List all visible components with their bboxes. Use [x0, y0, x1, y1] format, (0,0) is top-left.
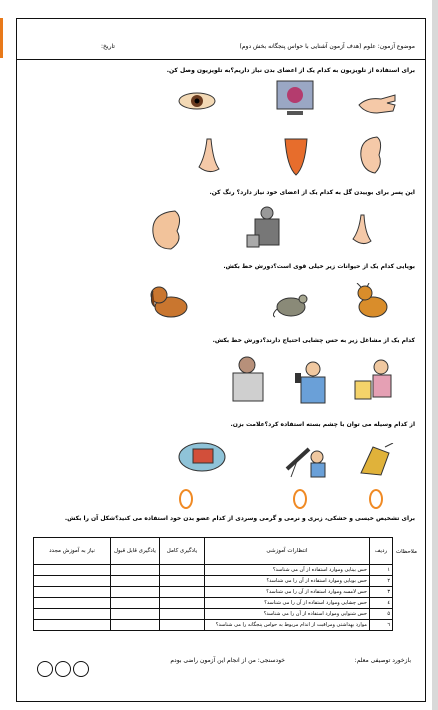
- col-header-acceptable: یادگیری قابل قبول: [111, 538, 160, 565]
- table-row: [34, 598, 393, 609]
- question-5: از کدام وسیله می توان با چشم بسته استفاده کرد؟علامت بزن.: [230, 421, 415, 428]
- answer-circle-telescope[interactable]: [293, 489, 307, 509]
- bell-icon: [355, 443, 395, 477]
- orange-margin-mark: [0, 18, 3, 58]
- happy-face-icon[interactable]: [73, 661, 89, 677]
- question-6: برای تشخیص خیسی و خشکی، زبری و نرمی و گرمی وسردی از کدام عضو بدن خود استفاده می کنید؟شکل آن را بکش.: [64, 515, 415, 522]
- ear-large-icon: [147, 209, 187, 251]
- radio-icon: [177, 439, 227, 475]
- row-number: ۱: [370, 565, 393, 576]
- scrollbar-gutter: [432, 0, 438, 710]
- row-expectation: حس چشایی وموارد استفاده از آن را می شناسد؟: [205, 598, 370, 609]
- col-header-complete: یادگیری کامل: [160, 538, 205, 565]
- cell-complete[interactable]: [160, 565, 205, 576]
- man-phone-icon: [293, 359, 329, 405]
- telescope-icon: [281, 441, 327, 479]
- row-expectation: حس بینایی وموارد استفاده از آن می شناسد؟: [205, 565, 370, 576]
- col-header-row-number: ردیف: [370, 538, 393, 565]
- mouse-icon: [273, 289, 311, 319]
- cell-acceptable[interactable]: [111, 587, 160, 598]
- tv-icon: [275, 79, 315, 119]
- nose-small-icon: [351, 213, 373, 249]
- sad-face-icon[interactable]: [37, 661, 53, 677]
- cook-icon: [353, 355, 397, 403]
- row-expectation: حس لامسه وموارد استفاده از آن را می شناسد؟: [205, 587, 370, 598]
- dog-icon: [149, 283, 189, 323]
- question-4: کدام یک از مشاغل زیر به حس چشایی احتیاج دارند؟دورش خط بکش.: [212, 337, 415, 344]
- row-expectation: حس شنوایی وموارد استفاده از آن را می شناسد؟: [205, 609, 370, 620]
- row-number: ٤: [370, 598, 393, 609]
- table-header-row: [34, 538, 393, 565]
- question-1: برای استفاده از تلویزیون به کدام یک از اعضای بدن نیاز داریم؟به تلویزیون وصل کن.: [166, 67, 415, 74]
- table-row: [34, 576, 393, 587]
- cell-acceptable[interactable]: [111, 576, 160, 587]
- cell-acceptable[interactable]: [111, 565, 160, 576]
- question-3: بویایی کدام یک از حیوانات زیر خیلی قوی است؟دورش خط بکش.: [223, 263, 415, 270]
- cell-acceptable[interactable]: [111, 598, 160, 609]
- row-expectation: موارد بهداشتی ومراقبت از اندام مربوط به حواس پنجگانه را می شناسد؟: [205, 620, 370, 631]
- cell-acceptable[interactable]: [111, 620, 160, 631]
- cell-complete[interactable]: [160, 598, 205, 609]
- table-row: [34, 565, 393, 576]
- worksheet-header: [17, 19, 425, 60]
- cell-retrain[interactable]: [34, 620, 111, 631]
- col-header-expectations: انتظارات آموزشی: [205, 538, 370, 565]
- cell-retrain[interactable]: [34, 576, 111, 587]
- cell-retrain[interactable]: [34, 587, 111, 598]
- remarks-label: ملاحظات: [396, 549, 417, 555]
- boy-icon: [227, 355, 269, 403]
- eye-icon: [177, 89, 217, 113]
- date-label: تاریخ:: [101, 43, 115, 50]
- question-2: این پسر برای بوییدن گل به کدام یک از اعضای خود نیاز دارد؟ رنگ کن.: [209, 189, 415, 196]
- cell-retrain[interactable]: [34, 609, 111, 620]
- deer-icon: [355, 283, 393, 323]
- speaking-man-icon: [245, 205, 289, 251]
- tongue-icon: [283, 137, 309, 177]
- row-expectation: حس بویایی وموارد استفاده از آن را می شناسد؟: [205, 576, 370, 587]
- evaluation-table: [33, 537, 393, 631]
- table-row: [34, 609, 393, 620]
- row-number: ٦: [370, 620, 393, 631]
- cell-complete[interactable]: [160, 609, 205, 620]
- worksheet-title: موضوع آزمون: علوم (هدف آزمون آشنایی با حواس پنجگانه بخش دوم): [239, 43, 415, 50]
- table-row: [34, 620, 393, 631]
- worksheet-page: [16, 18, 426, 702]
- nose-icon: [195, 137, 223, 177]
- hand-icon: [357, 91, 397, 115]
- cell-acceptable[interactable]: [111, 609, 160, 620]
- table-row: [34, 587, 393, 598]
- ear-icon: [357, 135, 385, 175]
- answer-circle-radio[interactable]: [179, 489, 193, 509]
- answer-circle-bell[interactable]: [369, 489, 383, 509]
- cell-complete[interactable]: [160, 620, 205, 631]
- cell-complete[interactable]: [160, 587, 205, 598]
- cell-retrain[interactable]: [34, 565, 111, 576]
- self-assessment-label: خودسنجی: من از انجام این آزمون راضی بودم: [170, 657, 285, 664]
- row-number: ۲: [370, 576, 393, 587]
- cell-complete[interactable]: [160, 576, 205, 587]
- neutral-face-icon[interactable]: [55, 661, 71, 677]
- row-number: ۳: [370, 587, 393, 598]
- cell-retrain[interactable]: [34, 598, 111, 609]
- teacher-feedback-label: بازخورد توصیفی معلم:: [354, 657, 411, 664]
- col-header-retrain: نیاز به آموزش مجدد: [34, 538, 111, 565]
- row-number: ۵: [370, 609, 393, 620]
